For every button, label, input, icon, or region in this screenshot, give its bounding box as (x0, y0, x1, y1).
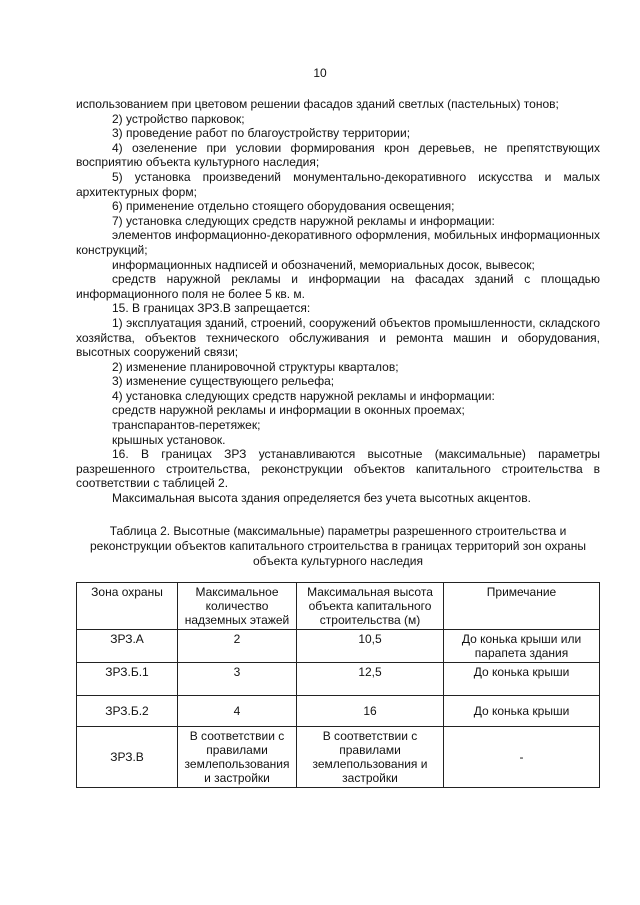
paragraph: 5) установка произведений монументально-декоративного искусства и малых архитектурных форм; (76, 169, 600, 199)
paragraph: 4) озеленение при условии формирования крон деревьев, не препятствующих восприятию объекта культурного наследия; (76, 140, 600, 170)
table-cell: До конька крыши (444, 696, 600, 727)
table-cell: ЗРЗ.В (77, 727, 178, 788)
table-cell: 3 (178, 663, 297, 696)
table-row (77, 630, 600, 663)
table-header-cell: Зона охраны (77, 583, 178, 630)
table-cell: 4 (178, 696, 297, 727)
table-caption: Таблица 2. Высотные (максимальные) параметры разрешенного строительства и реконструкции объектов капитального строительства в границах территорий зон охраны объекта культурного наследия (90, 524, 586, 568)
table-cell: В соответствии с правилами землепользования и застройки (297, 727, 444, 788)
table-row (77, 663, 600, 696)
paragraph: 15. В границах ЗРЗ.В запрещается: (112, 301, 311, 316)
paragraph: элементов информационно-декоративного оформления, мобильных информационных конструкций; (76, 228, 600, 257)
table-header-cell: Примечание (444, 583, 600, 630)
table-cell: В соответствии с правилами землепользования и застройки (178, 727, 297, 788)
table-cell: ЗРЗ.Б.1 (77, 663, 178, 696)
table-row (77, 696, 600, 727)
table-header-cell: Максимальная высота объекта капитального строительства (м) (297, 583, 444, 630)
table-cell: 16 (297, 696, 444, 727)
paragraph: 3) проведение работ по благоустройству территории; (112, 126, 411, 141)
paragraph: транспарантов-перетяжек; (112, 418, 261, 433)
table-cell: До конька крыши или парапета здания (444, 630, 600, 663)
paragraph: 2) изменение планировочной структуры кварталов; (112, 359, 399, 374)
table-cell: 12,5 (297, 663, 444, 696)
paragraph: 7) установка следующих средств наружной рекламы и информации: (112, 213, 495, 228)
page-number: 10 (313, 66, 327, 80)
table-cell: - (444, 727, 600, 788)
document-body (76, 97, 600, 506)
paragraph: информационных надписей и обозначений, мемориальных досок, вывесок; (112, 257, 535, 272)
paragraph: Максимальная высота здания определяется без учета высотных акцентов. (112, 491, 531, 506)
paragraph: использованием при цветовом решении фасадов зданий светлых (пастельных) тонов; (76, 97, 559, 111)
paragraph: 2) устройство парковок; (112, 111, 245, 126)
paragraph: 4) установка следующих средств наружной рекламы и информации: (112, 388, 495, 403)
table-cell: До конька крыши (444, 663, 600, 696)
height-parameters-table (76, 582, 600, 788)
table-cell: ЗРЗ.А (77, 630, 178, 663)
table-cell: 10,5 (297, 630, 444, 663)
paragraph: средств наружной рекламы и информации в оконных проемах; (112, 403, 465, 418)
paragraph: крышных установок. (112, 432, 226, 447)
paragraph: средств наружной рекламы и информации на фасадах зданий с площадью информационного поля не более 5 кв. м. (76, 272, 600, 301)
paragraph: 6) применение отдельно стоящего оборудования освещения; (112, 199, 455, 214)
paragraph: 16. В границах ЗРЗ устанавливаются высотные (максимальные) параметры разрешенного строительства, реконструкции объектов капитального строительства в соответствии с таблицей 2. (76, 447, 600, 491)
table-cell: 2 (178, 630, 297, 663)
table-header-row (77, 583, 600, 630)
paragraph: 3) изменение существующего рельефа; (112, 374, 335, 389)
table-header-cell: Максимальное количество надземных этажей (178, 583, 297, 630)
paragraph: 1) эксплуатация зданий, строений, сооружений объектов промышленности, складского хозяйства, объектов технического обслуживания и ремонта машин и оборудования, высотных сооружений связи; (76, 315, 600, 360)
table-row (77, 727, 600, 788)
table-cell: ЗРЗ.Б.2 (77, 696, 178, 727)
